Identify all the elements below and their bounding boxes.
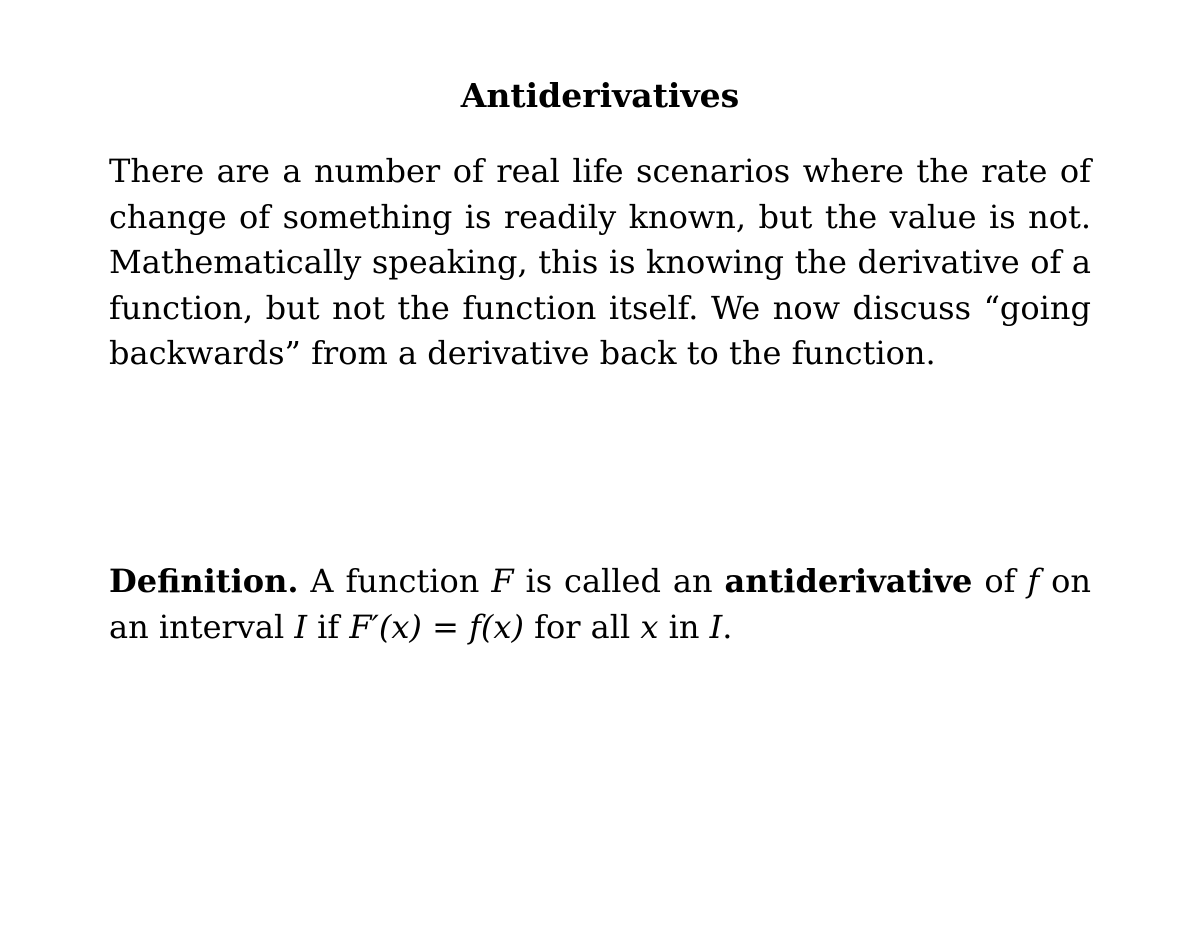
definition-text: of xyxy=(972,562,1028,600)
definition-text: is called an xyxy=(513,562,725,600)
intro-paragraph: There are a number of real life scenarios where the rate of change of something is readily known, but the value is not. Mathematically speaking, this is knowing the derivative of a function, but not the function itself. We now discuss “going backwards” from a derivative back to the function. xyxy=(109,152,1091,372)
definition-label: Definition. xyxy=(109,562,299,600)
definition-term: antiderivative xyxy=(724,562,973,600)
definition-text: in xyxy=(658,607,710,646)
definition-text: if xyxy=(307,607,350,646)
math-var-f: f xyxy=(1027,562,1040,600)
definition-period: . xyxy=(722,607,733,646)
slide-title: Antiderivatives xyxy=(460,76,740,115)
definition-paragraph xyxy=(109,559,1091,650)
math-var-x: x xyxy=(640,607,659,646)
definition-text: A function xyxy=(298,562,492,600)
definition-text: for all xyxy=(523,607,641,646)
math-equation: F′(x) = f(x) xyxy=(349,607,524,646)
math-var-F: F xyxy=(491,562,514,600)
math-var-I: I xyxy=(709,607,723,646)
definition-text: on an interval xyxy=(109,562,1092,646)
math-var-I: I xyxy=(294,607,307,646)
